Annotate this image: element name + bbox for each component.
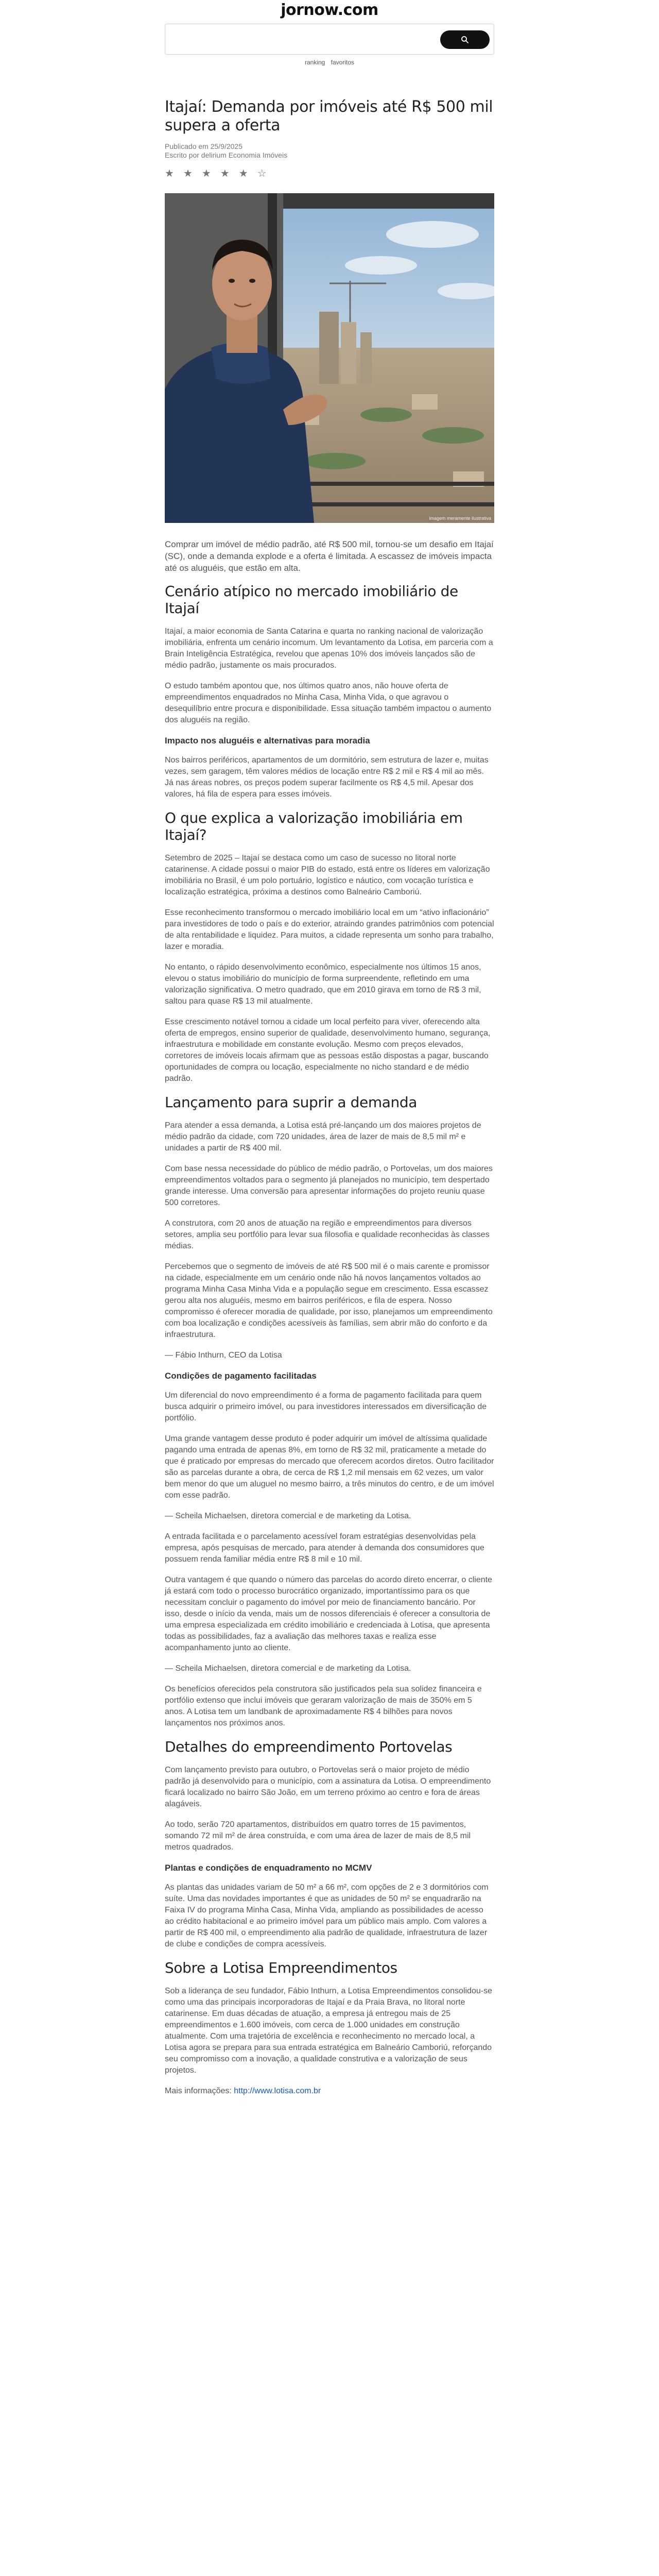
paragraph: Setembro de 2025 – Itajaí se destaca como um caso de sucesso no litoral norte catarinense. A cidade possui o maior PIB do estado, está entre os líderes em valorização imobiliária no Brasil, é um polo portuário, logístico e náutico, com vocação turística e localização estratégica, próxima a destinos como Balneário Camboriú. <box>165 854 490 896</box>
subsection-heading: Condições de pagamento facilitadas <box>165 1371 317 1381</box>
paragraph: Ao todo, serão 720 apartamentos, distribuídos em quatro torres de 15 pavimentos, somando 72 mil m² de área construída, e com uma área de lazer de mais de 8,5 mil metros quadrados. <box>165 1820 471 1852</box>
paragraph: Com lançamento previsto para outubro, o Portovelas será o maior projeto de médio padrão já desenvolvido para o município, com a assinatura da Lotisa. O empreendimento ficará localizado no bairro São João, em um terreno próximo ao centro e fora de áreas alagáveis. <box>165 1766 491 1808</box>
search-input[interactable] <box>172 30 432 49</box>
paragraph: O estudo também apontou que, nos últimos quatro anos, não houve oferta de empreendimentos enquadrados no Minha Casa, Minha Vida, o que agravou o desequilíbrio entre procura e disponibilidade. Essa situação também impactou o aumento dos aluguéis na região. <box>165 682 492 724</box>
star-icon[interactable]: ★ <box>238 167 248 179</box>
star-icon[interactable]: ★ <box>220 167 230 179</box>
section-heading: Sobre a Lotisa Empreendimentos <box>165 1959 397 1976</box>
paragraph: Outra vantagem é que quando o número das parcelas do acordo direto encerrar, o cliente já estará com todo o processo burocrático organizado, importantíssimo para os que necessitam concluir o pagamento do imóvel por meio de financiamento bancário. Por isso, desde o início da venda, mais um de nossos diferenciais é oferecer a consultoria de uma empresa especializada em crédito imobiliário e credenciada à Lotisa, que apresenta todas as possibilidades, faz a avaliação das melhores taxas e realiza esse acompanhamento junto ao cliente. <box>165 1575 492 1652</box>
section-heading: Detalhes do empreendimento Portovelas <box>165 1738 453 1755</box>
article-title: Itajaí: Demanda por imóveis até R$ 500 mil supera a oferta <box>165 98 493 134</box>
paragraph: Os benefícios oferecidos pela construtora são justificados pela sua solidez financeira e portfólio extenso que inclui imóveis que geraram valorização de mais de 350% em 5 anos. A Lotisa tem um landbank de aproximadamente R$ 4 bilhões para novos lançamentos nos próximos anos. <box>165 1685 482 1727</box>
hero-photo <box>165 193 494 523</box>
image-caption: imagem meramente ilustrativa <box>429 516 491 521</box>
site-logo[interactable]: jornow.com <box>281 1 378 19</box>
search-icon <box>461 36 469 44</box>
nav-ranking[interactable]: ranking <box>304 59 325 66</box>
subsection-heading: Plantas e condições de enquadramento no MCMV <box>165 1863 372 1873</box>
article-credit: Escrito por delirium Economia Imóveis <box>165 151 288 159</box>
article-hero-image <box>165 193 494 523</box>
paragraph: Nos bairros periféricos, apartamentos de um dormitório, sem estrutura de lazer e, muitas vezes, sem garagem, têm valores médios de locação entre R$ 2 mil e R$ 4 mil ao mês. Já nas áreas nobres, os preços podem superar facilmente os R$ 4,5 mil. Apesar dos valores, há fila de espera para esses imóveis. <box>165 756 489 799</box>
section-heading: Lançamento para suprir a demanda <box>165 1094 417 1111</box>
top-nav <box>165 59 494 66</box>
section-heading: O que explica a valorização imobiliária em Itajaí? <box>165 809 463 843</box>
paragraph: Sob a liderança de seu fundador, Fábio Inthurn, a Lotisa Empreendimentos consolidou-se como uma das principais incorporadoras de Itajaí e da Praia Brava, no litoral norte catarinense. Em duas décadas de atuação, a empresa já entregou mais de 25 empreendimentos e 1.600 imóveis, com cerca de 1.000 unidades em construção atualmente. Com uma trajetória de excelência e reconhecimento no mercado local, a Lotisa agora se prepara para sua entrada estratégica em Balneário Camboriú, reforçando seu compromisso com a inovação, a qualidade construtiva e a valorização de seus projetos. <box>165 1987 492 2075</box>
paragraph: A construtora, com 20 anos de atuação na região e empreendimentos para diversos setores, amplia seu portfólio para levar sua filosofia e qualidade reconhecidas às classes médias. <box>165 1219 490 1250</box>
more-info-link[interactable]: http://www.lotisa.com.br <box>234 2087 321 2095</box>
paragraph: Itajaí, a maior economia de Santa Catarina e quarta no ranking nacional de valorização imobiliária, enfrenta um cenário incomum. Um levantamento da Lotisa, em parceria com a Brain Inteligência Estratégica, revelou que apenas 10% dos imóveis lançados são de médio padrão, justamente os mais procurados. <box>165 627 493 670</box>
article-lead: Comprar um imóvel de médio padrão, até R$ 500 mil, tornou-se um desafio em Itajaí (SC), onde a demanda explode e a oferta é limitada. A escassez de imóveis impacta até os aluguéis, que estão em alta. <box>165 539 494 573</box>
search-bar <box>165 24 494 55</box>
star-icon[interactable]: ★ <box>165 167 174 179</box>
nav-favoritos[interactable]: favoritos <box>331 59 355 66</box>
paragraph: — Fábio Inthurn, CEO da Lotisa <box>165 1351 282 1360</box>
paragraph: Com base nessa necessidade do público de médio padrão, o Portovelas, um dos maiores empreendimentos voltados para o segmento já planejados no município, tem despertado grande interesse. Uma conversão para apresentar informações do projeto reuniu quase 500 corretores. <box>165 1164 493 1207</box>
section-heading: Cenário atípico no mercado imobiliário de Itajaí <box>165 583 458 617</box>
paragraph: As plantas das unidades variam de 50 m² a 66 m², com opções de 2 e 3 dormitórios com suíte. Uma das novidades importantes é que as unidades de 50 m² se enquadrarão na Faixa IV do programa Minha Casa, Minha Vida, ampliando as possibilidades de acesso ao crédito habitacional e ao primeiro imóvel para um público mais amplo. Com valores a partir de R$ 400 mil, o empreendimento alia padrão de qualidade, infraestrutura de lazer de clube e condições de compra acessíveis. <box>165 1883 489 1948</box>
site-header <box>165 0 494 66</box>
paragraph: No entanto, o rápido desenvolvimento econômico, especialmente nos últimos 15 anos, elevou o status imobiliário do município de forma surpreendente, refletindo em uma valorização significativa. O metro quadrado, que em 2010 girava em torno de R$ 3 mil, saltou para quase R$ 13 mil atualmente. <box>165 963 481 1006</box>
paragraph: Para atender a essa demanda, a Lotisa está pré-lançando um dos maiores projetos de médio padrão da cidade, com 720 unidades, área de lazer de mais de 8,5 mil m² e unidades a partir de R$ 400 mil. <box>165 1121 481 1153</box>
search-button[interactable] <box>440 30 490 49</box>
empty-star-icon[interactable]: ☆ <box>257 168 267 179</box>
paragraph: — Scheila Michaelsen, diretora comercial e de marketing da Lotisa. <box>165 1512 411 1520</box>
article <box>165 66 494 2097</box>
paragraph: Uma grande vantagem desse produto é poder adquirir um imóvel de altíssima qualidade pagando uma entrada de apenas 8%, em torno de R$ 32 mil, praticamente a metade do que é praticado por empresas do mercado que oferecem acordos diretos. Outro facilitador são as parcelas durante a obra, de cerca de R$ 1,2 mil mensais em 62 vezes, um valor bem menor do que um aluguel no mesmo bairro, a três minutos do centro, e de um imóvel com esse padrão. <box>165 1434 494 1500</box>
more-info <box>165 2086 494 2097</box>
paragraph: Esse reconhecimento transformou o mercado imobiliário local em um “ativo inflacionário” para investidores de todo o país e do exterior, atraindo grandes patrimônios com potencial de alta rentabilidade e liquidez. Para muitos, a cidade representa um sonho para trabalho, lazer e moradia. <box>165 908 494 951</box>
article-body <box>165 583 494 2097</box>
star-rating[interactable] <box>165 167 494 180</box>
paragraph: Um diferencial do novo empreendimento é a forma de pagamento facilitada para quem busca adquirir o primeiro imóvel, ou para investidores interessados em diversificação de portfólio. <box>165 1391 487 1422</box>
paragraph: Percebemos que o segmento de imóveis de até R$ 500 mil é o mais carente e promissor na cidade, especialmente em um cenário onde não há novos lançamentos voltados ao programa Minha Casa Minha Vida e a população segue em crescimento. Essa escassez gerou alta nos aluguéis, mesmo em bairros periféricos, e fila de espera. Nosso compromisso é oferecer moradia de qualidade, por isso, planejamos um empreendimento com boa localização e condições acessíveis às famílias, sem abrir mão do conforto e da infraestrutura. <box>165 1262 493 1339</box>
paragraph: — Scheila Michaelsen, diretora comercial e de marketing da Lotisa. <box>165 1664 411 1673</box>
published-date: Publicado em 25/9/2025 <box>165 142 242 150</box>
paragraph: A entrada facilitada e o parcelamento acessível foram estratégias desenvolvidas pela empresa, após pesquisas de mercado, para atender à demanda dos consumidores que possuem renda familiar média entre R$ 8 mil e 10 mil. <box>165 1532 484 1564</box>
paragraph: Esse crescimento notável tornou a cidade um local perfeito para viver, oferecendo alta oferta de empregos, ensino superior de qualidade, desenvolvimento humano, segurança, infraestrutura e mobilidade em constante evolução. Mesmo com preços elevados, corretores de imóveis locais afirmam que as pessoas estão dispostas a pagar, buscando oportunidades de compra ou locação, especialmente no nicho standard e de médio padrão. <box>165 1018 491 1083</box>
more-info-label: Mais informações: <box>165 2087 234 2095</box>
subsection-heading: Impacto nos aluguéis e alternativas para moradia <box>165 736 370 745</box>
star-icon[interactable]: ★ <box>183 167 193 179</box>
star-icon[interactable]: ★ <box>201 167 211 179</box>
